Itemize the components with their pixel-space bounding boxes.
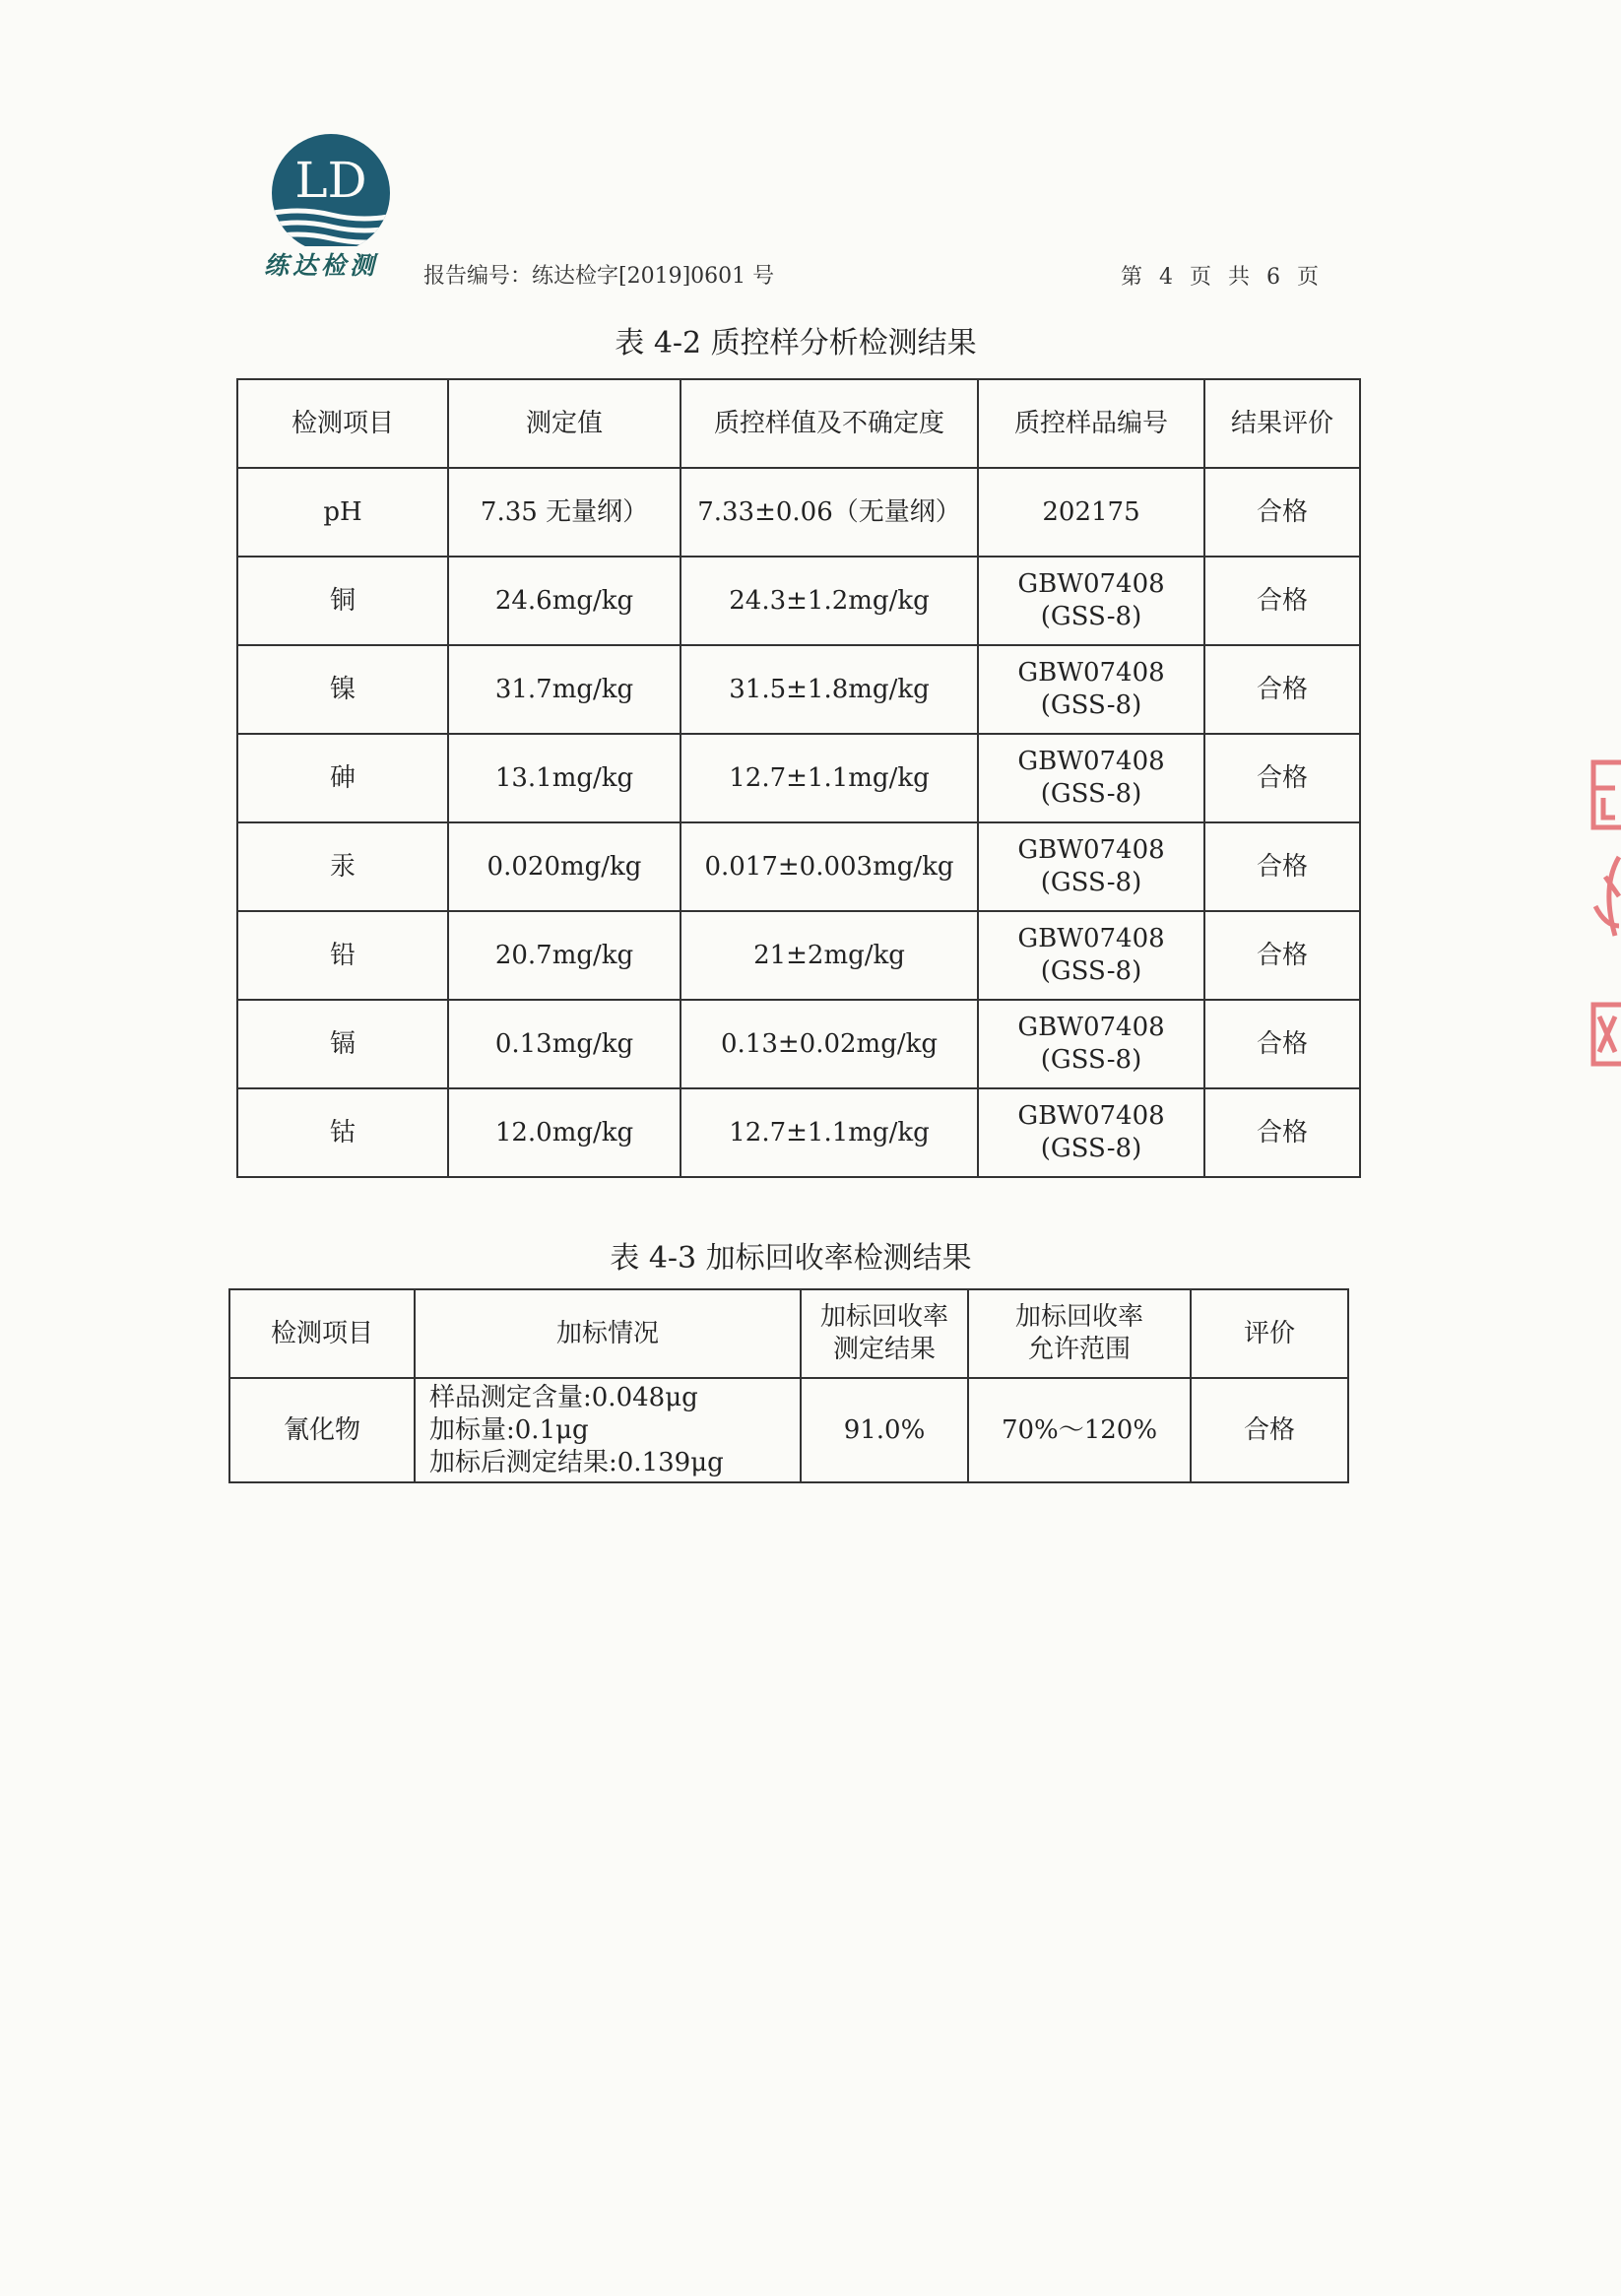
sample-code-cell bbox=[978, 645, 1204, 734]
code-line-2: (GSS-8) bbox=[1040, 1134, 1142, 1163]
spike-detail-cell bbox=[415, 1378, 801, 1482]
measured-cell: 0.13mg/kg bbox=[448, 1000, 681, 1088]
header-line-2: 测定结果 bbox=[832, 1335, 936, 1364]
qc-value-cell: 0.017±0.003mg/kg bbox=[681, 822, 978, 911]
table-row bbox=[237, 911, 1360, 1000]
table2-caption: 表 4-3 加标回收率检测结果 bbox=[610, 1241, 972, 1276]
qc-value-cell: 12.7±1.1mg/kg bbox=[681, 734, 978, 822]
measured-cell: 24.6mg/kg bbox=[448, 557, 681, 645]
measured-cell: 20.7mg/kg bbox=[448, 911, 681, 1000]
logo-emblem-icon bbox=[264, 130, 398, 246]
logo-initials: LD bbox=[294, 152, 367, 209]
header-line-1: 加标回收率 bbox=[1014, 1302, 1143, 1332]
table-row bbox=[229, 1378, 1348, 1482]
measured-cell: 12.0mg/kg bbox=[448, 1088, 681, 1177]
code-line-1: 202175 bbox=[1042, 496, 1140, 527]
result-cell: 合格 bbox=[1204, 645, 1360, 734]
spike-line-2: 加标量:0.1μg bbox=[429, 1414, 589, 1445]
spike-line-1: 样品测定含量:0.048μg bbox=[429, 1382, 698, 1412]
range-cell: 70%～120% bbox=[968, 1378, 1191, 1482]
code-line-1: GBW07408 bbox=[1017, 1101, 1165, 1131]
table-row bbox=[237, 468, 1360, 557]
header-cell: 结果评价 bbox=[1204, 379, 1360, 468]
report-number: 报告编号：练达检字[2019]0601 号 bbox=[423, 264, 775, 289]
table-row bbox=[237, 645, 1360, 734]
sample-code-cell bbox=[978, 1000, 1204, 1088]
sample-code-cell bbox=[978, 468, 1204, 557]
table-row bbox=[237, 1088, 1360, 1177]
page-number: 第 4 页 共 6 页 bbox=[1121, 265, 1319, 290]
code-line-1: GBW07408 bbox=[1017, 835, 1165, 865]
header-cell: 检测项目 bbox=[237, 379, 448, 468]
sample-code-cell bbox=[978, 557, 1204, 645]
code-line-1: GBW07408 bbox=[1017, 658, 1165, 688]
spike-recovery-table bbox=[228, 1288, 1349, 1483]
code-line-2: (GSS-8) bbox=[1040, 779, 1142, 809]
table-row bbox=[237, 557, 1360, 645]
result-cell: 合格 bbox=[1204, 1000, 1360, 1088]
item-cell: 铜 bbox=[237, 557, 448, 645]
table-header-row bbox=[229, 1289, 1348, 1378]
qc-sample-table bbox=[236, 378, 1361, 1178]
code-line-2: (GSS-8) bbox=[1040, 1045, 1142, 1075]
header-cell bbox=[968, 1289, 1191, 1378]
table-row bbox=[237, 822, 1360, 911]
sample-code-cell bbox=[978, 1088, 1204, 1177]
item-cell: pH bbox=[237, 468, 448, 557]
table-header-row bbox=[237, 379, 1360, 468]
item-cell: 汞 bbox=[237, 822, 448, 911]
measured-cell: 13.1mg/kg bbox=[448, 734, 681, 822]
code-line-1: GBW07408 bbox=[1017, 924, 1165, 953]
measured-cell: 31.7mg/kg bbox=[448, 645, 681, 734]
result-cell: 合格 bbox=[1204, 557, 1360, 645]
seal-stamp-icon bbox=[1586, 758, 1621, 1074]
code-line-1: GBW07408 bbox=[1017, 1013, 1165, 1042]
seal-stamp-fragment bbox=[1586, 758, 1621, 1074]
result-cell: 合格 bbox=[1204, 1088, 1360, 1177]
sample-code-cell bbox=[978, 734, 1204, 822]
table-row bbox=[237, 1000, 1360, 1088]
qc-value-cell: 21±2mg/kg bbox=[681, 911, 978, 1000]
header-line-2: 允许范围 bbox=[1027, 1335, 1131, 1364]
table-row bbox=[237, 734, 1360, 822]
code-line-2: (GSS-8) bbox=[1040, 690, 1142, 720]
item-cell: 镉 bbox=[237, 1000, 448, 1088]
header-cell: 评价 bbox=[1191, 1289, 1348, 1378]
result-cell: 合格 bbox=[1204, 911, 1360, 1000]
code-line-1: GBW07408 bbox=[1017, 747, 1165, 776]
result-cell: 合格 bbox=[1204, 822, 1360, 911]
qc-value-cell: 7.33±0.06（无量纲） bbox=[681, 468, 978, 557]
header-cell: 质控样值及不确定度 bbox=[681, 379, 978, 468]
measured-cell: 0.020mg/kg bbox=[448, 822, 681, 911]
qc-value-cell: 24.3±1.2mg/kg bbox=[681, 557, 978, 645]
sample-code-cell bbox=[978, 911, 1204, 1000]
code-line-1: GBW07408 bbox=[1017, 569, 1165, 599]
header-cell: 加标情况 bbox=[415, 1289, 801, 1378]
header-cell: 测定值 bbox=[448, 379, 681, 468]
item-cell: 砷 bbox=[237, 734, 448, 822]
qc-value-cell: 12.7±1.1mg/kg bbox=[681, 1088, 978, 1177]
header-cell bbox=[801, 1289, 968, 1378]
qc-value-cell: 0.13±0.02mg/kg bbox=[681, 1000, 978, 1088]
result-cell: 合格 bbox=[1204, 734, 1360, 822]
item-cell: 钴 bbox=[237, 1088, 448, 1177]
logo-name: 练达检测 bbox=[264, 251, 379, 280]
result-cell: 合格 bbox=[1204, 468, 1360, 557]
company-logo bbox=[264, 130, 398, 246]
item-cell: 铅 bbox=[237, 911, 448, 1000]
item-cell: 氰化物 bbox=[229, 1378, 415, 1482]
eval-cell: 合格 bbox=[1191, 1378, 1348, 1482]
spike-line-3: 加标后测定结果:0.139μg bbox=[429, 1447, 724, 1477]
sample-code-cell bbox=[978, 822, 1204, 911]
recovery-cell: 91.0% bbox=[801, 1378, 968, 1482]
item-cell: 镍 bbox=[237, 645, 448, 734]
header-cell: 检测项目 bbox=[229, 1289, 415, 1378]
header-line-1: 加标回收率 bbox=[819, 1302, 948, 1332]
code-line-2: (GSS-8) bbox=[1040, 956, 1142, 986]
header-cell: 质控样品编号 bbox=[978, 379, 1204, 468]
table1-caption: 表 4-2 质控样分析检测结果 bbox=[615, 326, 977, 361]
measured-cell: 7.35 无量纲） bbox=[448, 468, 681, 557]
code-line-2: (GSS-8) bbox=[1040, 868, 1142, 897]
qc-value-cell: 31.5±1.8mg/kg bbox=[681, 645, 978, 734]
code-line-2: (GSS-8) bbox=[1040, 602, 1142, 631]
